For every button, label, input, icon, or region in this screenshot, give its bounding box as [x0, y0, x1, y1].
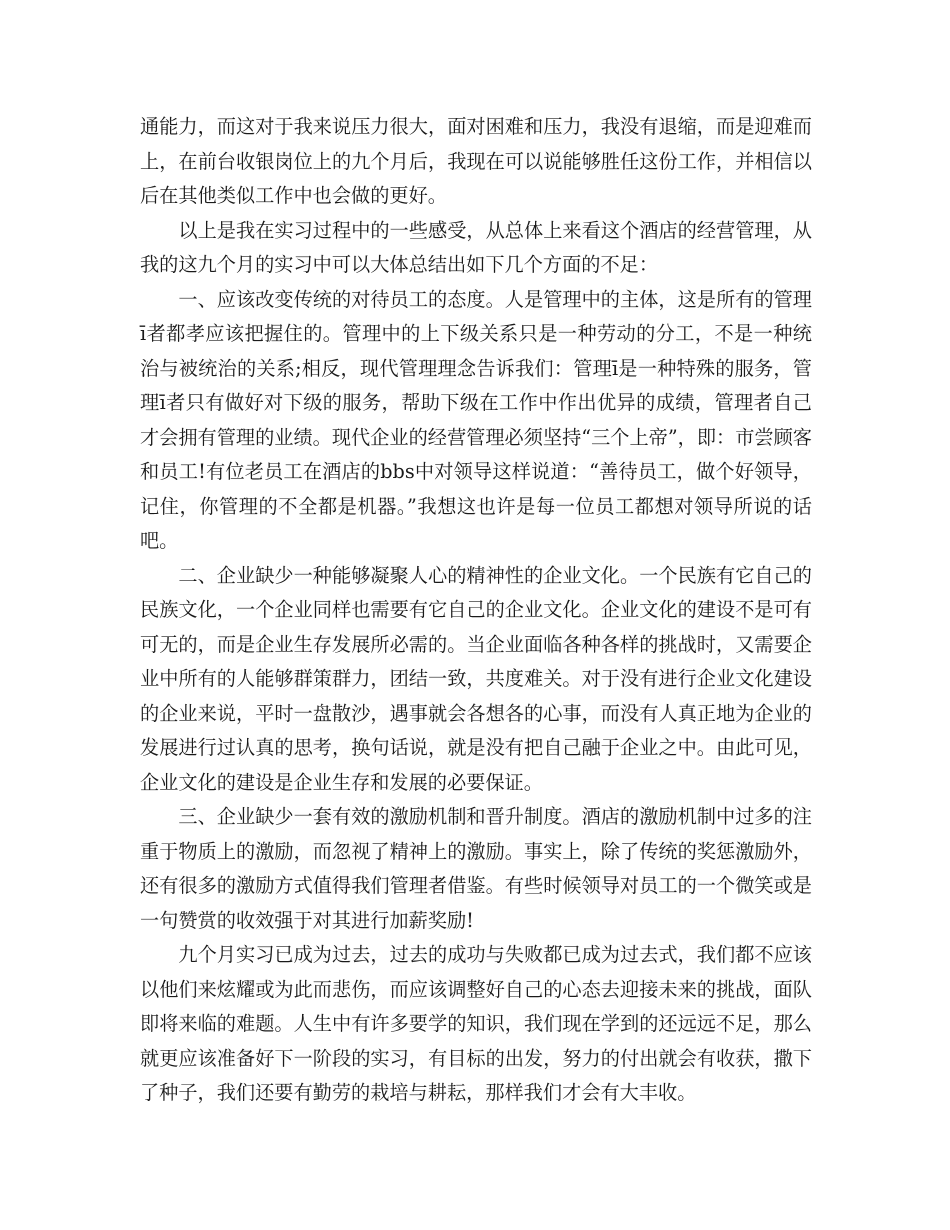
document-page	[140, 110, 812, 1111]
paragraph-point-one: 一、应该改变传统的对待员工的态度。人是管理中的主体，这是所有的管理ī者都孝应该把握住的。管理中的上下级关系只是一种劳动的分工，不是一种统治与被统治的关系;相反，现代管理理念告诉我们：管理ī是一种特殊的服务，管理ī者只有做好对下级的服务，帮助下级在工作中作出优异的成绩，管理者自己才会拥有管理的业绩。现代企业的经营管理必须坚持“三个上帝”，即：市尝顾客和员工!有位老员工在酒店的bbs中对领导这样说道：“善待员工，做个好领导，记住，你管理的不全都是机器。”我想这也许是每一位员工都想对领导所说的话吧。	[140, 287, 812, 552]
paragraph-conclusion: 九个月实习已成为过去，过去的成功与失败都已成为过去式，我们都不应该以他们来炫耀或为此而悲伤，而应该调整好自己的心态去迎接未来的挑战，面队即将来临的难题。人生中有许多要学的知识，我们现在学到的还远远不足，那么就更应该准备好下一阶段的实习，有目标的出发，努力的付出就会有收获，撒下了种子，我们还要有勤劳的栽培与耕耘，那样我们才会有大丰收。	[140, 943, 812, 1104]
paragraph-summary-intro: 以上是我在实习过程中的一些感受，从总体上来看这个酒店的经营管理，从我的这九个月的实习中可以大体总结出如下几个方面的不足：	[140, 218, 812, 276]
paragraph-point-three: 三、企业缺少一套有效的激励机制和晋升制度。酒店的激励机制中过多的注重于物质上的激励，而忽视了精神上的激励。事实上，除了传统的奖惩激励外，还有很多的激励方式值得我们管理者借鉴。有些时候领导对员工的一个微笑或是一句赞赏的收效强于对其进行加薪奖励!	[140, 805, 812, 932]
paragraph-point-two: 二、企业缺少一种能够凝聚人心的精神性的企业文化。一个民族有它自己的民族文化，一个企业同样也需要有它自己的企业文化。企业文化的建设不是可有可无的，而是企业生存发展所必需的。当企业面临各种各样的挑战时，又需要企业中所有的人能够群策群力，团结一致，共度难关。对于没有进行企业文化建设的企业来说，平时一盘散沙，遇事就会各想各的心事，而没有人真正地为企业的发展进行过认真的思考，换句话说，就是没有把自己融于企业之中。由此可见，企业文化的建设是企业生存和发展的必要保证。	[140, 563, 812, 794]
paragraph-continuation: 通能力，而这对于我来说压力很大，面对困难和压力，我没有退缩，而是迎难而上，在前台收银岗位上的九个月后，我现在可以说能够胜任这份工作，并相信以后在其他类似工作中也会做的更好。	[140, 115, 812, 207]
